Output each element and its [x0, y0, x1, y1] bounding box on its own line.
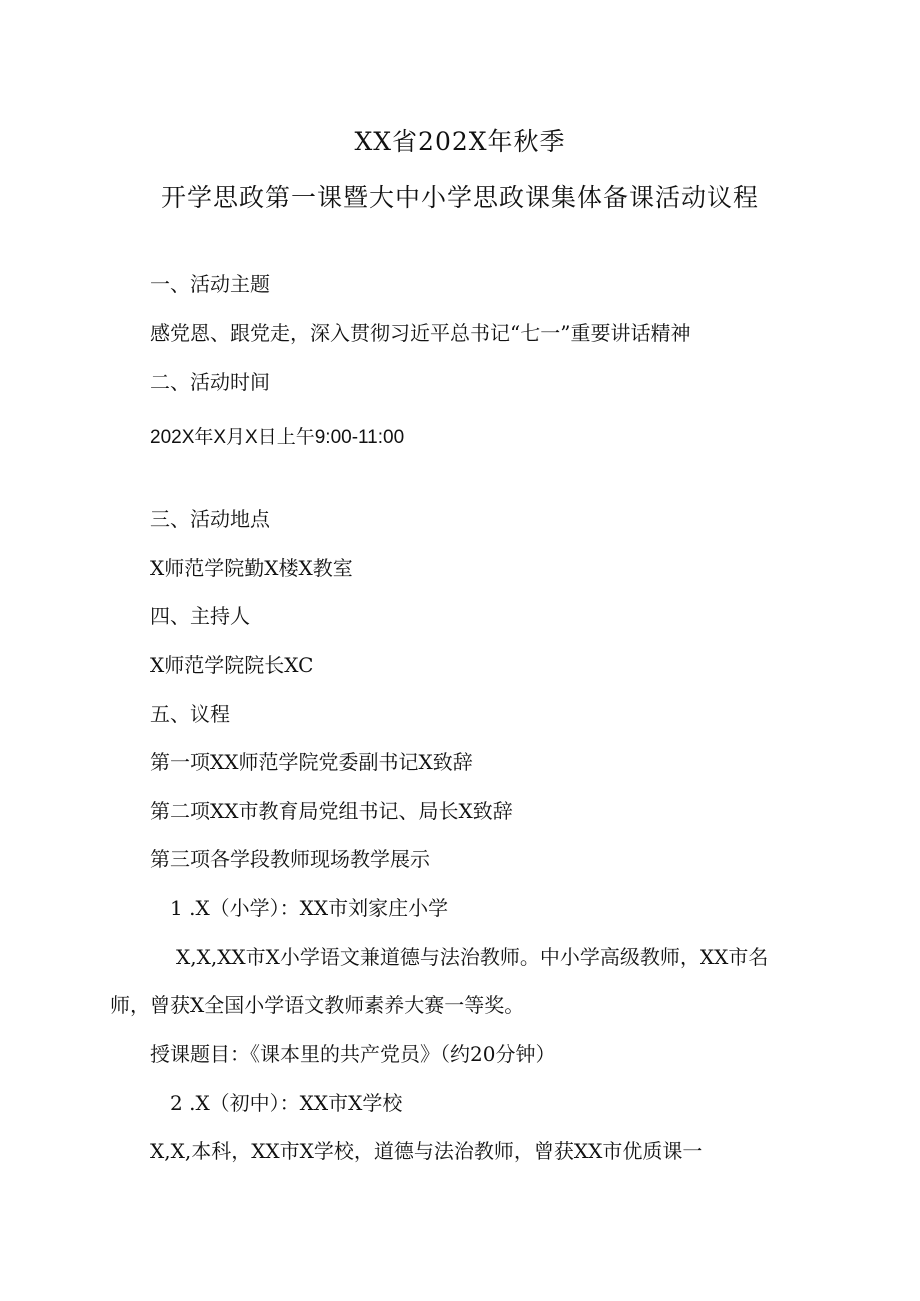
agenda-item-3: 第三项各学段教师现场教学展示: [150, 847, 430, 871]
teacher1-topic: 授课题目：《课本里的共产党员》（约20分钟）: [150, 1042, 556, 1066]
section-heading-time: 二、活动时间: [150, 370, 270, 394]
section-text-host: X师范学院院长XC: [150, 653, 314, 677]
teacher1-description-line2: 师，曾获X全国小学语文教师素养大赛一等奖。: [110, 993, 525, 1017]
agenda-item-2: 第二项XX市教育局党组书记、局长X致辞: [150, 799, 513, 823]
teacher1-description-line1: X,X,XX市X小学语文兼道德与法治教师。中小学高级教师，XX市名: [176, 945, 769, 969]
section-heading-host: 四、主持人: [150, 604, 250, 628]
agenda-item-1: 第一项XX师范学院党委副书记X致辞: [150, 750, 473, 774]
section-heading-theme: 一、活动主题: [150, 272, 270, 296]
section-text-time: 202X年X月X日上午9:00-11:00: [150, 427, 405, 448]
section-heading-location: 三、活动地点: [150, 507, 270, 531]
teacher2-description-line1: X,X,本科，XX市X学校，道德与法治教师，曾获XX市优质课一: [150, 1139, 703, 1163]
section-text-location: X师范学院勤X楼X教室: [150, 556, 353, 580]
section-heading-agenda: 五、议程: [150, 702, 230, 726]
teacher1-heading: 1 .X（小学）：XX市刘家庄小学: [170, 896, 449, 920]
teacher2-heading: 2 .X（初中）：XX市X学校: [170, 1091, 403, 1115]
document-title-line1: XX省202X年秋季: [354, 127, 566, 156]
section-text-theme: 感党恩、跟党走，深入贯彻习近平总书记“七一”重要讲话精神: [150, 321, 691, 345]
document-title-line2: 开学思政第一课暨大中小学思政课集体备课活动议程: [160, 183, 759, 212]
